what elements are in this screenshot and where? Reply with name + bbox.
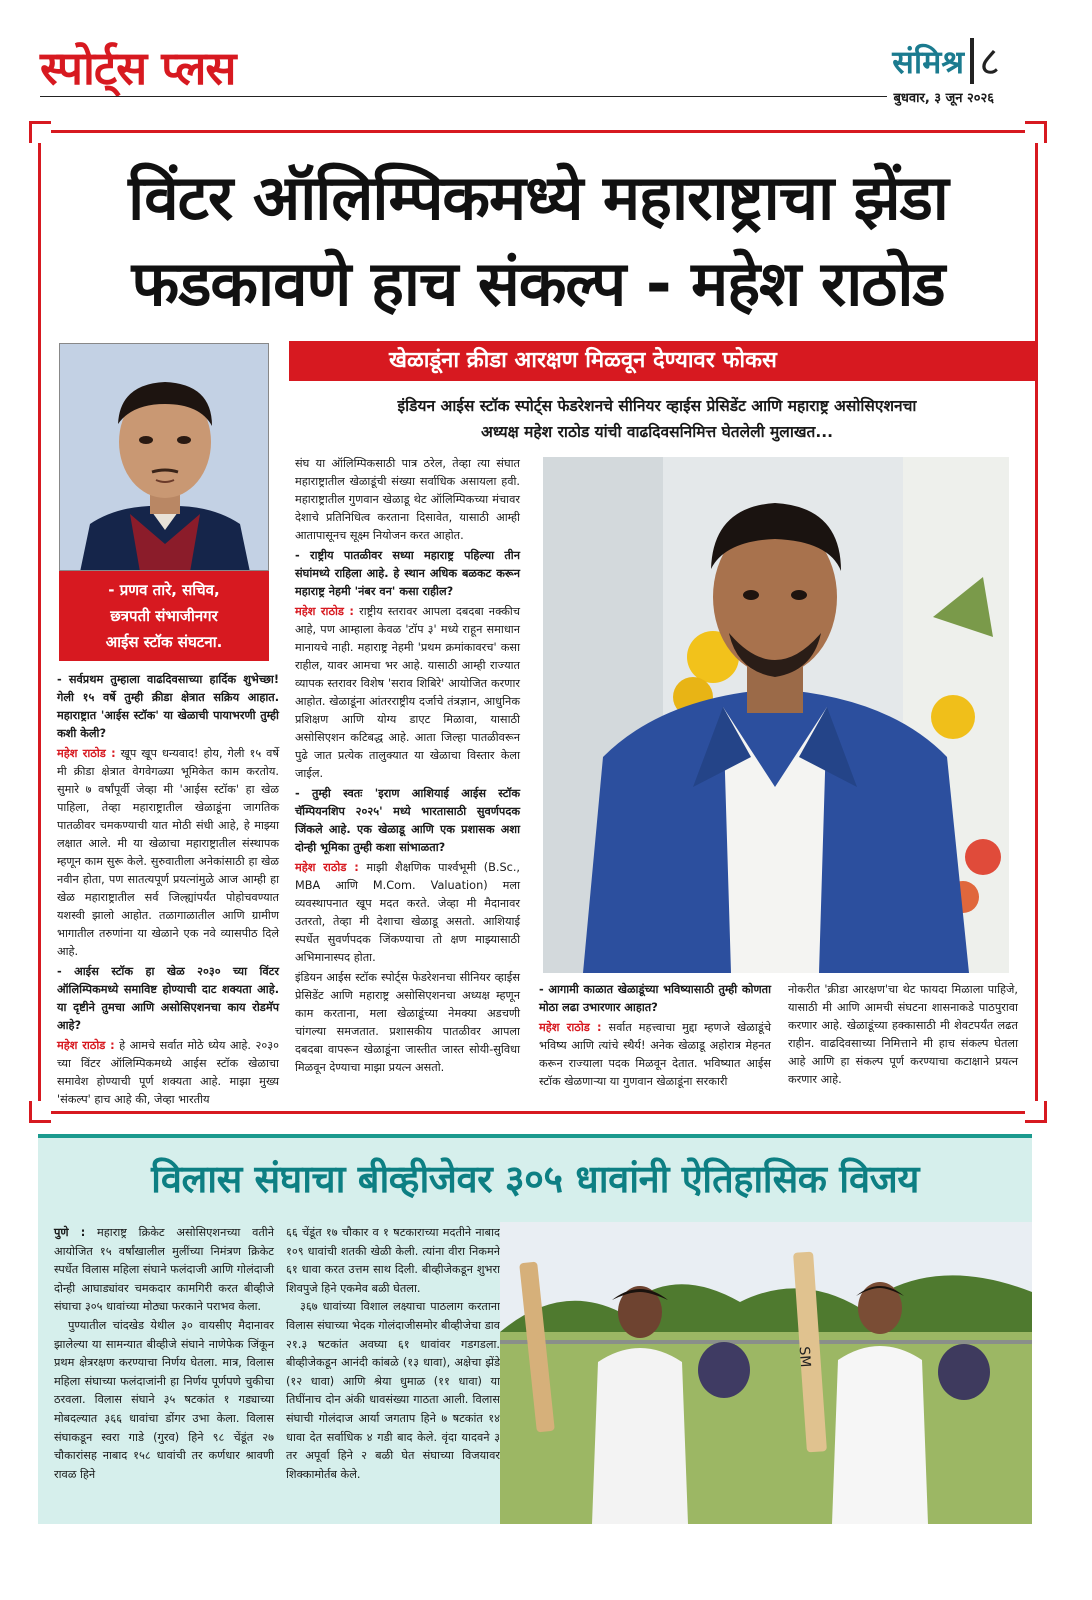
- speaker-label: महेश राठोड :: [57, 747, 116, 760]
- interview-question: - सर्वप्रथम तुम्हाला वाढदिवसाच्या हार्दिक शुभेच्छा! गेली १५ वर्षे तुम्ही क्रीडा क्षेत्रात सक्रिय आहात. महाराष्ट्रात 'आईस स्टॉक' या खेळाची पायाभरणी तुम्ही कशी केली?: [57, 673, 279, 740]
- speaker-label: महेश राठोड :: [295, 605, 354, 618]
- interview-question: - आईस स्टॉक हा खेळ २०३० च्या विंटर ऑलिम्पिकमध्ये समाविष्ट होण्याची दाट शक्यता आहे. या दृष्टीने तुमचा आणि असोसिएशनचा काय रोडमॅप आहे?: [57, 965, 279, 1032]
- cricket-players-photo: [500, 1222, 1032, 1524]
- answer-text: राष्ट्रीय स्तरावर आपला दबदबा नक्कीच आहे, पण आम्हाला केवळ 'टॉप ३' मध्ये राहून समाधान मानायचे नाही. महाराष्ट्र नेहमी 'प्रथम क्रमांकावरच' कसा राहील, यावर आमचा भर आहे. यासाठी आम्ही राज्यात व्यापक स्तरावर विशेष 'सराव शिबिरे' आयोजित करणार आहोत. खेळाडूंना आंतरराष्ट्रीय दर्जाचे तंत्रज्ञान, आधुनिक प्रशिक्षण आणि योग्य डाएट मिळावा, यासाठी असोसिएशन कटिबद्ध आहे. आता जिल्हा पातळीवरून पुढे जात प्रत्येक तालुक्यात या खेळाचा विस्तार केला जाईल.: [295, 605, 521, 780]
- headline-line: फडकावणे हाच संकल्प - महेश राठोड: [131, 247, 945, 320]
- speaker-label: महेश राठोड :: [295, 861, 359, 874]
- interview-question: - आगामी काळात खेळाडूंच्या भविष्यासाठी तुम्ही कोणता मोठा लढा उभारणार आहात?: [539, 983, 771, 1014]
- speaker-label: महेश राठोड :: [539, 1021, 602, 1034]
- portrait-illustration: [60, 344, 269, 571]
- interview-answer: [295, 859, 520, 967]
- answer-text: खूप खूप धन्यवाद! होय, गेली १५ वर्षे मी क्रीडा क्षेत्रात वेगवेगळ्या भूमिकेत काम करतोय. सुमारे ७ वर्षांपूर्वी जेव्हा मी 'आईस स्टॉक' हा खेळ पाहिला, तेव्हा महाराष्ट्रातील खेळाडूंना जागतिक पातळीवर चमकण्याची यात मोठी संधी आहे, हे माझ्या लक्षात आले. मी या खेळाचा महाराष्ट्रातील संस्थापक म्हणून काम सुरू केले. सुरुवातीला अनेकांसाठी हा खेळ नवीन होता, पण सातत्यपूर्ण प्रयत्नांमुळे आज आम्ही हा खेळ महाराष्ट्रातील सर्व जिल्ह्यांपर्यंत पोहोचवण्यात यशस्वी झालो आहोत. तळागाळातील आणि ग्रामीण भागातील तरुणांना या खेळाने एक नवे व्यासपीठ दिले आहे.: [57, 747, 279, 958]
- masthead-rule: [40, 96, 996, 97]
- intro-text: [289, 393, 1025, 445]
- paragraph: नोकरीत 'क्रीडा आरक्षण'चा थेट फायदा मिळाला पाहिजे, यासाठी मी आणि आमची संघटना शासनाकडे पाठपुरावा करणार आहे. खेळाडूंच्या हक्कासाठी मी शेवटपर्यंत लढत राहीन. वाढदिवसाच्या निमित्ताने मी हाच संकल्प घेतला आहे आणि हा संकल्प पूर्ण करण्याचा कटाक्षाने प्रयत्न करणार आहे.: [788, 983, 1018, 1086]
- speaker-label: महेश राठोड :: [57, 1039, 115, 1052]
- paragraph: पुण्यातील चांदखेड येथील ३० वायसीए मैदानावर झालेल्या या सामन्यात बीव्हीजे संघाने नाणेफेक जिंकून प्रथम क्षेत्ररक्षण करण्याचा निर्णय घेतला. मात्र, विलास महिला संघाच्या फलंदाजांनी हा निर्णय पूर्णपणे चुकीचा ठरवला. विलास संघाने ३५ षटकांत १ गड्याच्या मोबदल्यात ३६६ धावांचा डोंगर उभा केला. विलास संघाकडून स्वरा गाडे (गुरव) हिने ९८ चेंडूंत २७ चौकारांसह नाबाद १५८ धावांची तर कर्णधार श्रावणी रावळ हिने: [54, 1318, 274, 1481]
- interview-answer: [57, 1037, 279, 1109]
- cricket-illustration: [500, 1222, 1032, 1524]
- frame-corner: [1025, 1101, 1047, 1123]
- cricket-column-2: [286, 1224, 500, 1484]
- interview-answer: [539, 1019, 771, 1091]
- article-column-3: [539, 981, 771, 1093]
- answer-text: सर्वात महत्त्वाचा मुद्दा म्हणजे खेळाडूंचे भविष्य आणि त्यांचे स्थैर्य! अनेक खेळाडू अहोरात्र मेहनत करून राज्याला पदक मिळवून देतात. भविष्यात आईस स्टॉक खेळणाऱ्या या गुणवान खेळाडूंना सरकारी: [539, 1021, 772, 1088]
- interview-answer: [57, 745, 279, 961]
- paragraph-text: महाराष्ट्र क्रिकेट असोसिएशनच्या वतीने आयोजित १५ वर्षांखालील मुलींच्या निमंत्रण क्रिकेट स्पर्धेत विलास महिला संघाने फलंदाजी आणि गोलंदाजी दोन्ही आघाड्यांवर चमकदार कामगिरी करत बीव्हीजे संघाचा ३०५ धावांच्या मोठ्या फरकाने पराभव केला.: [54, 1226, 274, 1314]
- masthead: [0, 0, 1092, 118]
- frame-corner: [1025, 121, 1047, 143]
- intro-line: अध्यक्ष महेश राठोड यांची वाढदिवसनिमित्त घेतलेली मुलाखत...: [480, 423, 834, 441]
- dateline: पुणे :: [54, 1226, 86, 1239]
- publication-title: स्पोर्ट्स प्लस: [40, 41, 236, 95]
- article-column-4: [788, 981, 1018, 1091]
- page-number: ८: [979, 39, 1000, 85]
- section-label: संमिश्र: [892, 43, 964, 81]
- interviewee-illustration: [543, 457, 1009, 973]
- interview-answer: [295, 603, 520, 783]
- article-column-1: [57, 671, 279, 1111]
- paragraph: [54, 1224, 274, 1317]
- interviewee-photo: [543, 457, 1009, 973]
- cricket-headline: विलास संघाचा बीव्हीजेवर ३०५ धावांनी ऐतिहासिक विजय: [151, 1157, 919, 1201]
- headline-line: विंटर ऑलिम्पिकमध्ये महाराष्ट्राचा झेंडा: [128, 161, 948, 234]
- caption-line: छत्रपती संभाजीनगर: [110, 607, 218, 625]
- paragraph: इंडियन आईस स्टॉक स्पोर्ट्स फेडरेशनचा सीनियर व्हाईस प्रेसिडेंट आणि महाराष्ट्र असोसिएशनचा अध्यक्ष म्हणून काम करताना, मला खेळाडूंच्या नेमक्या अडचणी चांगल्या समजतात. प्रशासकीय पातळीवर आपला दबदबा वापरून खेळाडूंना जास्तीत जास्त सोयी-सुविधा मिळवून देण्याचा माझा प्रयत्न असतो.: [295, 971, 520, 1074]
- caption-line: - प्रणव तारे, सचिव,: [108, 581, 220, 599]
- interview-question: - राष्ट्रीय पातळीवर सध्या महाराष्ट्र पहिल्या तीन संघांमध्ये राहिला आहे. हे स्थान अधिक बळकट करून महाराष्ट्र नेहमी 'नंबर वन' कसा राहील?: [295, 549, 520, 598]
- bat-brand-mark: SM: [795, 1345, 814, 1368]
- cricket-column-1: [54, 1224, 274, 1484]
- main-story: [38, 130, 1038, 1114]
- photo-caption: [59, 571, 269, 661]
- paragraph: संघ या ऑलिम्पिकसाठी पात्र ठरेल, तेव्हा त्या संघात महाराष्ट्रातील खेळाडूंची संख्या सर्वाधिक असायला हवी. महाराष्ट्रातील गुणवान खेळाडू थेट ऑलिम्पिकच्या मंचावर देशाचे प्रतिनिधित्व करताना दिसावेत, यासाठी आम्ही आतापासूनच सूक्ष्म नियोजन करत आहोत.: [295, 457, 520, 542]
- portrait-photo: [59, 343, 269, 571]
- paragraph: ६६ चेंडूंत १७ चौकार व १ षटकाराच्या मदतीने नाबाद १०९ धावांची शतकी खेळी केली. त्यांना वीरा निकमने ६१ धावा करत उत्तम साथ दिली. बीव्हीजेकडून शुभरा शिवपुजे हिने एकमेव बळी घेतला.: [286, 1226, 500, 1295]
- page-divider: [970, 38, 974, 84]
- article-column-2: [295, 455, 520, 1079]
- caption-line: आईस स्टॉक संघटना.: [105, 633, 223, 651]
- issue-date: बुधवार, ३ जून २०२६: [887, 88, 1000, 106]
- frame-corner: [29, 1101, 51, 1123]
- answer-text: माझी शैक्षणिक पार्श्वभूमी (B.Sc., MBA आणि M.Com. Valuation) मला व्यवस्थापनात खूप मदत करते. जेव्हा मी मैदानावर उतरतो, तेव्हा मी देशाचा खेळाडू असतो. आशियाई स्पर्धेत सुवर्णपदक जिंकण्याचा तो क्षण माझ्यासाठी अभिमानास्पद होता.: [295, 861, 521, 964]
- main-headline: [41, 155, 1035, 327]
- cricket-story: [38, 1138, 1032, 1524]
- intro-line: इंडियन आईस स्टॉक स्पोर्ट्स फेडरेशनचे सीनियर व्हाईस प्रेसिडेंट आणि महाराष्ट्र असोसिएशनचा: [397, 397, 917, 415]
- subhead: खेळाडूंना क्रीडा आरक्षण मिळवून देण्यावर फोकस: [289, 341, 1035, 381]
- paragraph: ३६७ धावांच्या विशाल लक्ष्याचा पाठलाग करताना विलास संघाच्या भेदक गोलंदाजीसमोर बीव्हीजेचा डाव २१.३ षटकांत अवघ्या ६१ धावांवर गडगडला. बीव्हीजेकडून आनंदी कांबळे (१३ धावा), अक्षेचा झेंडे (१२ धावा) आणि श्रेया धुमाळ (११ धावा) या तिघींनाच दोन अंकी धावसंख्या गाठता आली. विलास संघाची गोलंदाज आर्या जगताप हिने ७ षटकांत १४ धावा देत सर्वाधिक ४ गडी बाद केले. वृंदा यादवने ३ तर अपूर्वा हिने २ बळी घेत संघाच्या विजयावर शिक्कामोर्तब केले.: [286, 1300, 500, 1481]
- answer-text: हे आमचे सर्वात मोठे ध्येय आहे. २०३० च्या विंटर ऑलिम्पिकमध्ये आईस स्टॉक खेळाचा समावेश होण्याची पूर्ण शक्यता आहे. माझा मुख्य 'संकल्प' हाच आहे की, जेव्हा भारतीय: [57, 1039, 279, 1106]
- interview-question: - तुम्ही स्वतः 'इराण आशियाई आईस स्टॉक चॅम्पियनशिप २०२५' मध्ये भारतासाठी सुवर्णपदक जिंकले आहे. एक खेळाडू आणि एक प्रशासक अशा दोन्ही भूमिका तुम्ही कशा सांभाळता?: [295, 787, 520, 854]
- frame-corner: [29, 121, 51, 143]
